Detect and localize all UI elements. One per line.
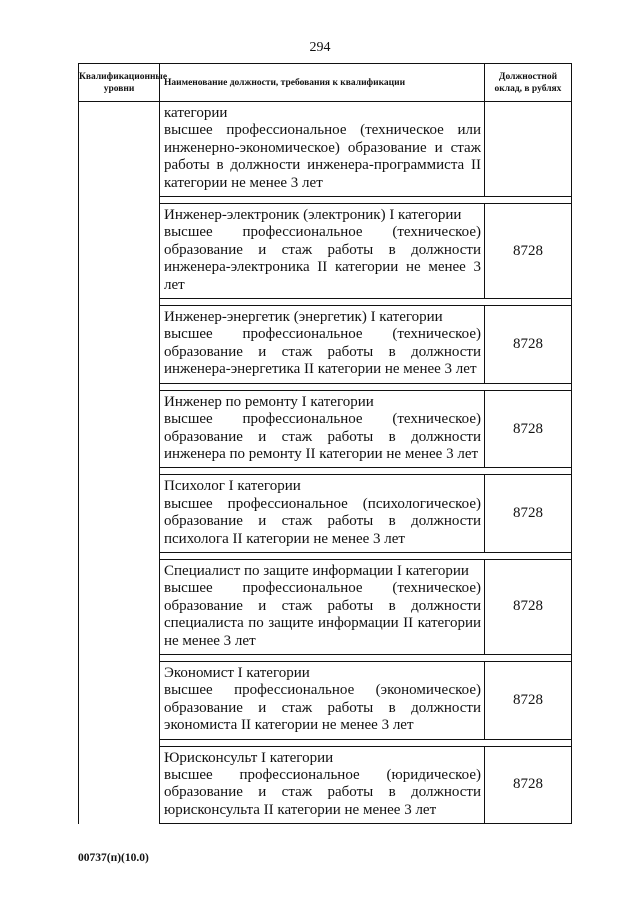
salary-cell: [485, 102, 572, 197]
qualification-level-cell: [79, 102, 160, 824]
position-cell: [160, 204, 485, 299]
position-title: Психолог I категории: [164, 478, 301, 495]
header-qualification-levels: Квалификационные уровни: [79, 64, 160, 102]
position-cell: [160, 746, 485, 824]
position-title: Специалист по защите информации I категории: [164, 562, 469, 579]
position-requirement: высшее профессиональное (техническое) образование и стаж работы в должности инженера по ремонту II категории не менее 3 лет: [164, 411, 481, 462]
position-cell: [160, 390, 485, 468]
salary-cell: 8728: [485, 746, 572, 824]
position-title: Юрисконсульт I категории: [164, 749, 334, 766]
table-header: [79, 64, 572, 102]
salary-cell: 8728: [485, 306, 572, 384]
header-row: [79, 64, 572, 102]
position-requirement: высшее профессиональное (техническое) образование и стаж работы в должности специалиста по защите информации II категории не менее 3 лет: [164, 580, 481, 649]
header-salary: Должностной оклад, в рублях: [485, 64, 572, 102]
position-cell: [160, 475, 485, 553]
position-requirement: высшее профессиональное (техническое) образование и стаж работы в должности инженера-энергетика II категории не менее 3 лет: [164, 326, 481, 378]
position-requirement: высшее профессиональное (юридическое) образование и стаж работы в должности юрисконсульта II категории не менее 3 лет: [164, 767, 481, 818]
page-number: 294: [309, 40, 331, 55]
table-body: [79, 102, 572, 824]
table-row: [79, 102, 572, 197]
position-title: Экономист I категории: [164, 664, 310, 681]
salary-cell: 8728: [485, 204, 572, 299]
position-cell: [160, 306, 485, 384]
position-cell: [160, 102, 485, 197]
position-title: Инженер по ремонту I категории: [164, 393, 374, 410]
position-title: категории: [164, 105, 228, 121]
position-cell: [160, 559, 485, 654]
position-requirement: высшее профессиональное (техническое или инженерно-экономическое) образование и стаж работы в должности инженера-программиста II категории не менее 3 лет: [164, 122, 481, 191]
position-requirement: высшее профессиональное (техническое) образование и стаж работы в должности инженера-электроника II категории не менее 3 лет: [164, 224, 481, 293]
salary-cell: 8728: [485, 661, 572, 739]
document-code: 00737(п)(10.0): [78, 852, 149, 864]
position-title: Инженер-электроник (электроник) I категории: [164, 207, 462, 224]
salary-cell: 8728: [485, 559, 572, 654]
position-cell: [160, 661, 485, 739]
position-title: Инженер-энергетик (энергетик) I категории: [164, 309, 443, 326]
position-requirement: высшее профессиональное (экономическое) образование и стаж работы в должности экономиста II категории не менее 3 лет: [164, 682, 481, 734]
salary-cell: 8728: [485, 475, 572, 553]
header-position-requirements: Наименование должности, требования к квалификации: [160, 64, 485, 102]
salary-table: [78, 63, 572, 824]
position-requirement: высшее профессиональное (психологическое) образование и стаж работы в должности психолога II категории не менее 3 лет: [164, 495, 481, 547]
salary-cell: 8728: [485, 390, 572, 468]
